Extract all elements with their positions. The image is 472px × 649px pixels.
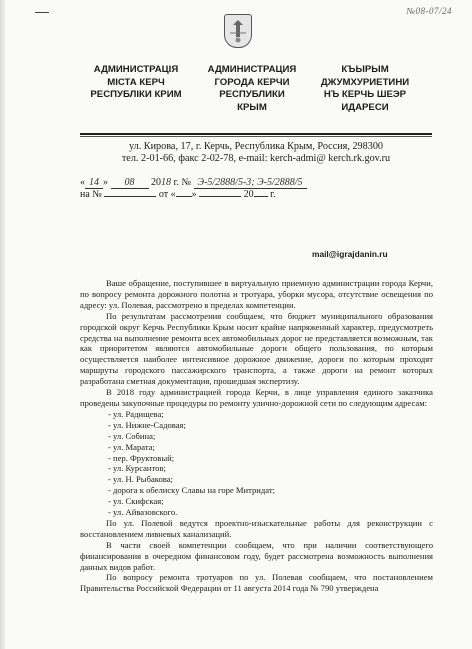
reg-year: 18 <box>161 177 171 188</box>
header-line: АДМИНИСТРАЦІЯ <box>93 64 179 75</box>
ref-year-blank <box>254 196 268 197</box>
address-block <box>80 141 432 165</box>
reg-number: Э-5/2888/5-3; Э-5/2888/5 <box>194 177 307 189</box>
list-item: - ул. Н. Рыбакова; <box>108 474 173 485</box>
address-contacts: тел. 2-01-66, факс 2-02-78, e-mail: kerch-admi@ kerch.rk.gov.ru <box>121 153 391 164</box>
header-line: РЕСПУБЛИКИ <box>219 89 285 100</box>
paragraph: В 2018 году администрацией города Керчи, в лице управления единого заказчика проведены закупочные процедуры по ремонту улично-дорожной сети по следующим адресам: <box>80 387 433 408</box>
list-item: - ул. Марата; <box>108 441 155 452</box>
list-item: - дорога к обелиску Славы на горе Митридат; <box>108 485 276 496</box>
header-line: РЕСПУБЛІКИ КРИМ <box>90 89 182 100</box>
paragraph: Ваше обращение, поступившее в виртуальную приемную администрации города Керчи, по вопросу ремонта дорожного полотна и тротуара, уборки мусора, отсутствие освещения по адресу: ул. Полевая, рассмотрено в пределах компетенции. <box>80 278 433 310</box>
header-divider <box>80 133 432 135</box>
list-item: - ул. Нижне-Садовая; <box>108 419 186 430</box>
ref-from-label: от « <box>158 189 176 200</box>
header-ukrainian <box>80 64 192 102</box>
address-street: ул. Кирова, 17, г. Керчь, Республика Крым, Россия, 298300 <box>128 141 384 152</box>
list-item: - ул. Скифская; <box>108 496 164 507</box>
ref-year-prefix: 20 <box>243 189 254 200</box>
recipient-email: mail@igrajdanin.ru <box>312 249 388 259</box>
header-divider-thin <box>80 136 432 137</box>
header-line: НЪ КЕРЧЬ ШЕЭР <box>323 89 407 100</box>
ref-number-blank <box>104 196 156 197</box>
list-item: - пер. Фруктовый; <box>108 452 175 463</box>
header-crimean-tatar <box>308 64 422 114</box>
ref-month-blank <box>199 196 241 197</box>
street-list <box>80 409 433 518</box>
corner-number: №08-07/24 <box>406 6 452 16</box>
number-label: г. № <box>171 177 192 188</box>
header-line: ИДАРЕСИ <box>341 101 389 113</box>
ref-day-blank <box>176 196 192 197</box>
list-item: - ул. Собина; <box>108 430 156 441</box>
header-line: АДМИНИСТРАЦИЯ <box>207 64 297 75</box>
ref-year-suffix: г. <box>270 189 276 200</box>
year-prefix: 20 <box>151 177 161 188</box>
header-line: ДЖУМХУРИЕТИНИ <box>320 76 410 88</box>
list-item: - ул. Радищева; <box>108 408 164 419</box>
coat-of-arms-icon <box>224 14 252 48</box>
reg-day: 14 <box>85 177 103 189</box>
paragraph: В части своей компетенции сообщаем, что при наличии соответствующего финансирования в очередном финансовом году, будет рассмотрена возможность выполнения данных видов работ. <box>80 539 433 572</box>
quote-close: » <box>103 177 108 188</box>
corner-mark <box>35 12 49 13</box>
list-item: - ул. Курсантов; <box>108 463 166 474</box>
header-line: КРЫМ <box>237 101 267 113</box>
paragraph: По ул. Полевой ведутся проектно-изыскательные работы для реконструкции с восстановлением ливневых канализаций. <box>80 517 433 539</box>
quote-open: « <box>80 177 85 188</box>
header-line: МІСТА КЕРЧ <box>107 76 165 88</box>
quote-close: » <box>191 189 197 200</box>
reg-month: 08 <box>111 177 149 189</box>
header-russian <box>194 64 310 114</box>
letter-body <box>80 278 433 594</box>
scan-edge <box>0 0 6 649</box>
registration-line <box>80 177 307 189</box>
paragraph: По результатам рассмотрения сообщаем, что бюджет муниципального образования городской округ Керчь Республики Крым носит крайне напряженный характер, предусмотреть средства на выполнение ремонта всех автомобильных дорог не представляется возможным, так как приоритетом являются автомобильные дороги общего пользования, по которым осуществляется наиболее интенсивное дорожное движение, дороги по которым проходят маршруты городского пассажирского транспорта, а также дороги на ремонт которых разработана сметная документация, прошедшая экспертизу. <box>80 310 433 387</box>
header-line: КЪЫРЫМ <box>341 64 389 75</box>
ref-label: на № <box>80 189 102 200</box>
header-line: ГОРОДА КЕРЧИ <box>214 76 290 88</box>
paragraph: По вопросу ремонта тротуаров по ул. Полевая сообщаем, что постановлением Правительства Российской Федерации от 11 августа 2014 года № 790 утверждена <box>80 572 433 594</box>
list-item: - ул. Айвазовского. <box>108 507 178 518</box>
reference-line <box>80 189 276 200</box>
